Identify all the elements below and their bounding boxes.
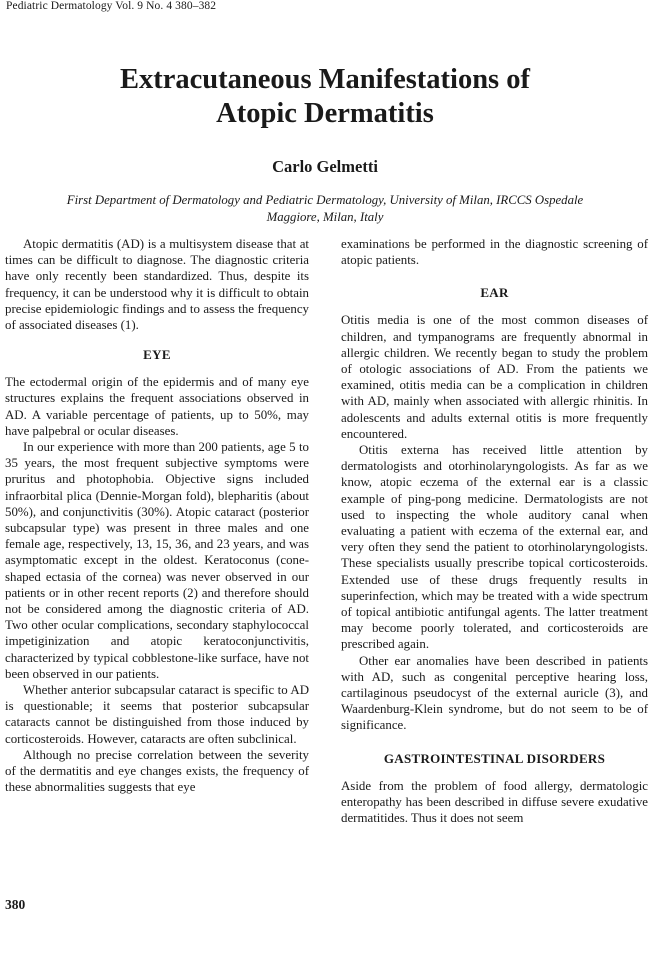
- title-line-2: Atopic Dermatitis: [216, 98, 434, 129]
- eye-paragraph-1: The ectodermal origin of the epidermis and of many eye structures explains the frequent associations observed in AD. A variable percentage of patients, up to 50%, may have palpebral or ocular diseases.: [5, 375, 309, 438]
- eye-paragraph-3: Whether anterior subcapsular cataract is specific to AD is questionable; it seems that posterior subcapsular cataracts cannot be distinguished from those induced by corticosteroids. However, cataracts are often subclinical.: [5, 683, 309, 746]
- section-heading-ear: EAR: [480, 285, 509, 301]
- affiliation-line-2: Maggiore, Milan, Italy: [266, 210, 384, 224]
- page-number: 380: [5, 897, 26, 912]
- author-name: Carlo Gelmetti: [272, 157, 378, 176]
- eye-paragraph-4: Although no precise correlation between the severity of the dermatitis and eye changes exists, the frequency of these abnormalities suggests that eye: [5, 747, 309, 795]
- gastrointestinal-paragraph-1: Aside from the problem of food allergy, dermatologic enteropathy has been described in diffuse severe exudative dermatitides. Thus it does not seem: [341, 778, 648, 826]
- affiliation-line-1: First Department of Dermatology and Pediatric Dermatology, University of Milan, IRCCS Ospedale: [66, 193, 584, 207]
- left-column: [5, 236, 309, 796]
- author-affiliation: [14, 192, 636, 226]
- intro-paragraph: Atopic dermatitis (AD) is a multisystem disease that at times can be difficult to diagnose. The diagnostic criteria have only recently been standardized. Thus, despite its frequency, it can be understood why it is difficult to obtain precise epidemiologic findings and to assess the frequency of associated diseases (1).: [5, 237, 309, 333]
- ear-paragraph-3: Other ear anomalies have been described in patients with AD, such as congenital perceptive hearing loss, cartilaginous pseudocyst of the external auricle (3), and Waardenburg-Klein syndrome, but do not seem to be of significance.: [341, 653, 648, 733]
- eye-paragraph-2: In our experience with more than 200 patients, age 5 to 35 years, the most frequent subjective symptoms were pruritus and photophobia. Objective signs included infraorbital plica (Dennie-Morgan fold), blepharitis (about 50%), and conjunctivitis (30%). Atopic cataract (posterior subcapsular type) was present in three males and one female age, respectively, 13, 15, 36, and 23 years, and was asymptomatic except in the oldest. Keratoconus (cone-shaped ectasia of the cornea) was never observed in our patients or in other recent reports (2) and therefore should not be considered among the diagnostic criteria of AD. Two other ocular complications, secondary staphylococcal impetiginization and atopic keratoconjunctivitis, characterized by typical cobblestone-like surface, have not been observed in our patients.: [5, 440, 309, 681]
- section-heading-eye: EYE: [143, 347, 171, 363]
- article-title: [40, 63, 610, 131]
- ear-paragraph-2: Otitis externa has received little attention by dermatologists and otorhinolaryngologists. As far as we know, atopic eczema of the external ear is a classic example of ping-pong medicine. Dermatologists are not used to inspecting the whole auditory canal when evaluating a patient with eczema of the external ear, and very often they send the patient to otorhinolaryngologists. These specialists usually prescribe topical corticosteroids. Extended use of these drugs frequently results in superinfection, which may be treated with a wide spectrum of topical antibiotic antifungal agents. The latter treatment may become poorly tolerated, and corticosteroids are prescribed again.: [341, 443, 648, 652]
- right-column: [341, 236, 648, 826]
- journal-citation: Pediatric Dermatology Vol. 9 No. 4 380–382: [6, 0, 217, 12]
- continued-paragraph: examinations be performed in the diagnostic screening of atopic patients.: [341, 237, 648, 268]
- section-heading-gastrointestinal: GASTROINTESTINAL DISORDERS: [383, 750, 606, 766]
- ear-paragraph-1: Otitis media is one of the most common diseases of children, and tympanograms are frequently abnormal in allergic children. We recently began to study the problem of otologic associations of AD. From the patients we examined, otitis media can be a complication in children with AD, mainly when associated with allergic rhinitis. In adolescents and adults external otitis is more frequently encountered.: [341, 313, 648, 441]
- title-line-1: Extracutaneous Manifestations of: [119, 64, 531, 95]
